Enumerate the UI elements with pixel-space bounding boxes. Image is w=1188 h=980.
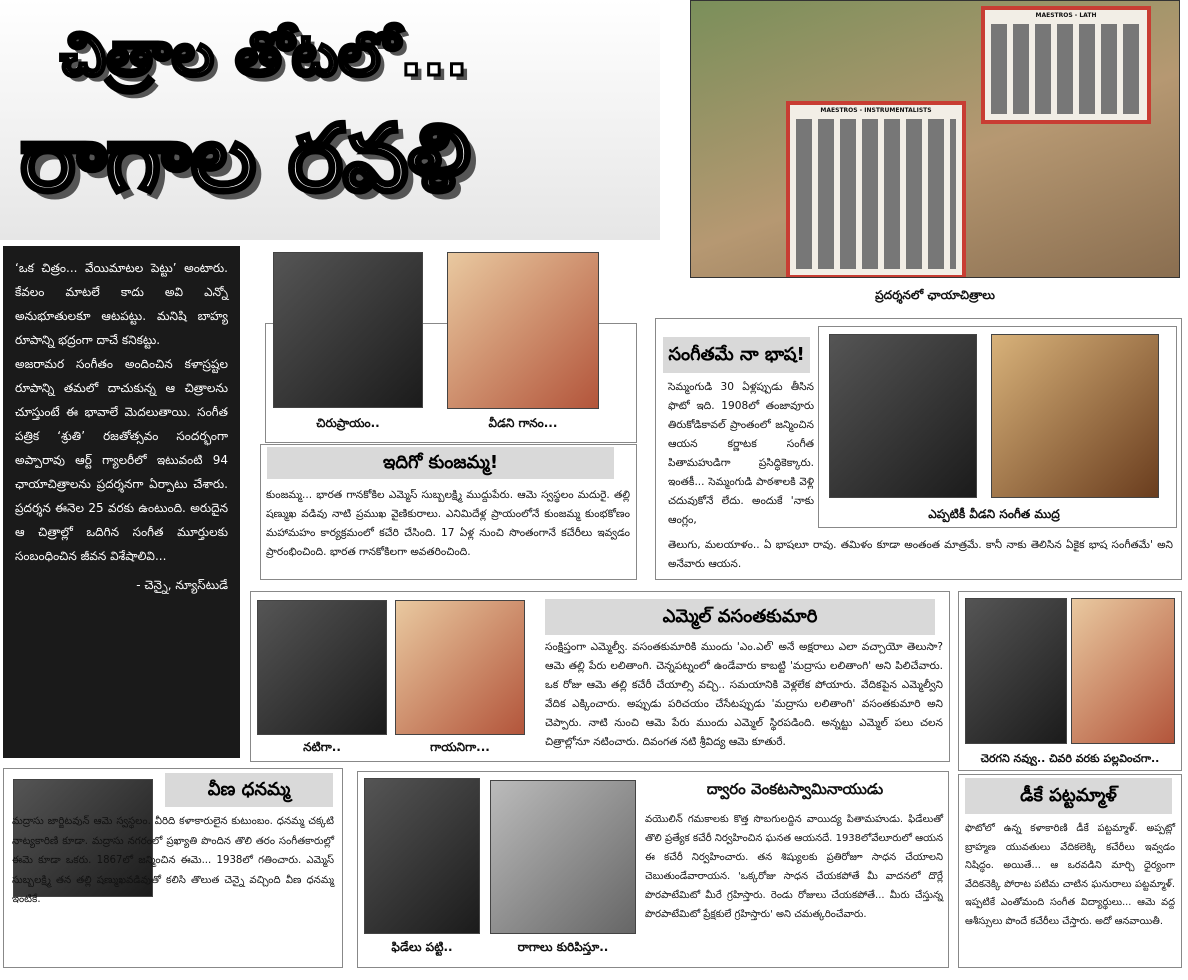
vasantha-singer-photo xyxy=(395,600,525,735)
intro-byline: - చెన్నై, న్యూస్‌టుడే xyxy=(136,578,228,592)
vasantha-caption-actress: నటిగా.. xyxy=(303,740,341,754)
semmangudi-text-left: సెమ్మంగుడి 30 ఏళ్లప్పుడు తీసిన ఫొటో ఇది. 1908లో తంజావూరు తిరుకోడికావల్ ప్రాంతంలో జన్మించిన ఆయన కర్ణాటక సంగీత పితామహుడిగా ప్రసిద్ధికెక్కారు. ఇంతకీ... సెమ్మంగుడి పాఠశాలకి వెళ్లి చదువుకోనే లేదు. అందుకే 'నాకు ఆంగ్లం, xyxy=(668,381,814,526)
semmangudi-heading: సంగీతమే నా భాష! xyxy=(663,337,810,373)
semmangudi-text-bottom: తెలుగు, మలయాళం.. ఏ భాషలూ రావు. తమిళం కూడా అంతంత మాత్రమే. కానీ నాకు తెలిసిన ఏకైక భాష సంగీతమే' అని అనేవారు ఆయన. xyxy=(668,539,1173,570)
kunjamma-old-photo xyxy=(447,252,599,409)
pattammal-heading: డీకే పట్టమ్మాళ్ xyxy=(965,778,1172,814)
intro-box xyxy=(3,246,240,758)
exhibition-photo xyxy=(690,0,1180,278)
semmangudi-old-photo xyxy=(991,334,1159,498)
semmangudi-young-photo xyxy=(829,334,977,498)
exhibition-caption: ప్రదర్శనలో ఛాయాచిత్రాలు xyxy=(875,288,995,302)
naidu-photo-fiddle xyxy=(364,778,480,934)
dhanamma-heading: వీణ ధనమ్మ xyxy=(165,773,333,807)
naidu-caption-playing: రాగాలు కురిపిస్తూ.. xyxy=(517,940,609,954)
headline-area xyxy=(0,0,660,240)
board-grid xyxy=(796,119,956,269)
kunjamma-text: కుంజమ్మ... భారత గానకోకిల ఎమ్మెస్ సుబ్బలక్ష్మి ముద్దుపేరు. ఆమె స్వస్థలం మదురై. తల్లి షణ్ముఖ వడివు నాటి ప్రముఖ వైణికురాలు. ఎనిమిదేళ్ల ప్రాయంలోనే కుంజమ్మ కుంభకోణం మహామహం కార్యక్రమంలో కచేరి చేసింది. 17 ఏళ్ల నుంచి సొంతంగానే కచేరీలు ఇవ్వడం ప్రారంభించింది. భారత గానకోకిలగా అవతరించింది. xyxy=(266,489,630,558)
kunjamma-young-photo xyxy=(273,252,423,408)
vasantha-text: సంక్షిప్తంగా ఎమ్మెల్వీ. వసంతకుమారికి ముందు 'ఎం.ఎల్' అనే అక్షరాలు ఎలా వచ్చాయో తెలుసా? ఆమె తల్లి పేరు లలితాంగి. చెన్నపట్నంలో ఉండేవారు కాబట్టి 'మద్రాసు లలితాంగి' అని పిలిచేవారు. ఒక రోజు ఆమె తల్లి కచేరీ చేయాల్సి వచ్చి.. సమయానికి వెళ్లలేక పోయారు. వేదికపైన ఎమ్మెల్వీని వేదిక ఎక్కించారు. అప్పుడు పరిచయం చేసేటప్పుడు 'మద్రాసు లలితాంగి' వసంతకుమారి అని చెప్పారు. నాటి నుంచి ఆమె పేరు ముందు ఎమ్మెల్ స్థిరపడింది. అన్నట్టు ఎమ్మెల్ పలు చలన చిత్రాల్లోనూ నటించారు. దివంగత నటి శ్రీవిద్య ఆమె కూతురే. xyxy=(545,641,943,748)
vasantha-caption-singer: గాయనిగా... xyxy=(430,740,490,754)
headline-line1: చిత్రాల తోటలో... xyxy=(60,20,469,90)
exhibition-board-left xyxy=(786,101,966,278)
dhanamma-text: మద్రాసు జార్జిటవున్ ఆమె స్వస్థలం. వీరిది కళాకారులైన కుటుంబం. ధనమ్మ చక్కటి నాట్యకారిణి కూడా. మద్రాసు నగరంలో ప్రఖ్యాతి పొందిన తొలి తరం సంగీతకారుల్లో ఈమె కూడా ఒకరు. 1867లో జన్మించిన ఈమె... 1938లో గతించారు. ఎమ్మెస్ సుబ్బలక్ష్మి తన తల్లి షణ్ముఖవడివుతో కలిసి తొలుత చెన్నై వచ్చింది వీణ ధనమ్మ ఇంటికే. xyxy=(12,816,334,906)
pattammal-young-photo xyxy=(965,598,1067,744)
board-grid-right xyxy=(991,24,1141,114)
kunjamma-heading: ఇదిగో కుంజమ్మ! xyxy=(267,447,614,479)
naidu-heading: ద్వారం వెంకటస్వామినాయుడు xyxy=(706,780,884,798)
naidu-text: వయొలిన్ గమకాలకు కొత్త సొబగులద్దిన వాయిద్య పితామహుడు. ఫిడేలుతో తొలి ప్రత్యేక కచేరీ నిర్వహించిన ఘనత ఆయనదే. 1938లోవేలూరులో ఆయన ఈ కచేరీ నిర్వహించారు. తన శిష్యులకు ప్రతిరోజూ సాధన చేయాలని చెబుతుండేవారాయన. 'ఒక్కరోజు సాధన చేయకపోతే మీ వాదనలో దొర్లే పొరపాటేమిటో మీరే గ్రహిస్తారు. రెండు రోజులు చేయకపోతే... మీరు చేస్తున్న పొరపాటేమిటో ప్రేక్షకులే గ్రహిస్తారు' అని చమత్కరించేవారు. xyxy=(645,814,943,920)
semmangudi-caption: ఎప్పటికీ వీడని సంగీత ముద్ర xyxy=(928,507,1060,521)
pattammal-photo-caption: చెరగని నవ్వు.. చివరి వరకు పల్లవించగా.. xyxy=(980,752,1160,765)
kunjamma-caption-young: చిరుప్రాయం.. xyxy=(316,416,380,430)
naidu-photo-playing xyxy=(490,780,636,934)
kunjamma-caption-old: వీడని గానం... xyxy=(488,416,558,430)
vasantha-actress-photo xyxy=(257,600,387,735)
board-banner-left: MAESTROS - INSTRUMENTALISTS xyxy=(820,107,932,114)
pattammal-old-photo xyxy=(1071,598,1175,744)
board-banner-right: MAESTROS - LATH xyxy=(1035,12,1097,19)
intro-body: అజరామర సంగీతం అందించిన కళాస్రష్టల రూపాన్ని తమలో దాచుకున్న ఆ చిత్రాలను చూస్తుంటే ఈ భావాలే మెదలుతాయి. సంగీత పత్రిక ‘శ్రుతి’ రజతోత్సవం సందర్భంగా అప్పారావు ఆర్ట్ గ్యాలరీలో ఇటువంటి 94 ఛాయాచిత్రాలను ప్రదర్శనగా ఏర్పాటు చేశారు. ప్రదర్శన ఈనెల 25 వరకు ఉంటుంది. అరుదైన ఆ చిత్రాల్లో ఒదిగిన సంగీత మూర్తులకు సంబంధించిన జీవన విశేషాలివి... xyxy=(15,357,228,563)
vasantha-heading: ఎమ్మెల్ వసంతకుమారి xyxy=(545,599,935,635)
exhibition-board-right xyxy=(981,6,1151,124)
naidu-caption-fiddle: ఫిడేలు పట్టి.. xyxy=(391,940,453,954)
headline-line2: రాగాల రవళి xyxy=(20,105,471,212)
pattammal-text: ఫొటోలో ఉన్న కళాకారిణి డీకే పట్టమ్మాళ్. అప్పట్లో బ్రాహ్మణ యువతులు వేదికలెక్కి కచేరీలు ఇవ్వడం నిషిద్ధం. అయితే... ఆ ఒరవడిని మార్చి ధైర్యంగా వేదికనెక్కి పోరాట పటిమ చాటిన ఘనురాలు పట్టమ్మాళ్. ఇప్పటికే ఎంతోమంది సంగీత విద్యార్థులు... ఆమె వద్ద ఆశీస్సులు పొందే కచేరీలు చేస్తారు. అదో ఆనవాయితీ. xyxy=(965,823,1175,927)
intro-quote: ‘ఒక చిత్రం... వేయిమాటల పెట్టు’ అంటారు. కేవలం మాటలే కాదు అవి ఎన్నో అనుభూతులకూ ఆటపట్టు. మనిషి బాహ్య రూపాన్ని భద్రంగా దాచే కనికట్టు. xyxy=(15,261,228,347)
